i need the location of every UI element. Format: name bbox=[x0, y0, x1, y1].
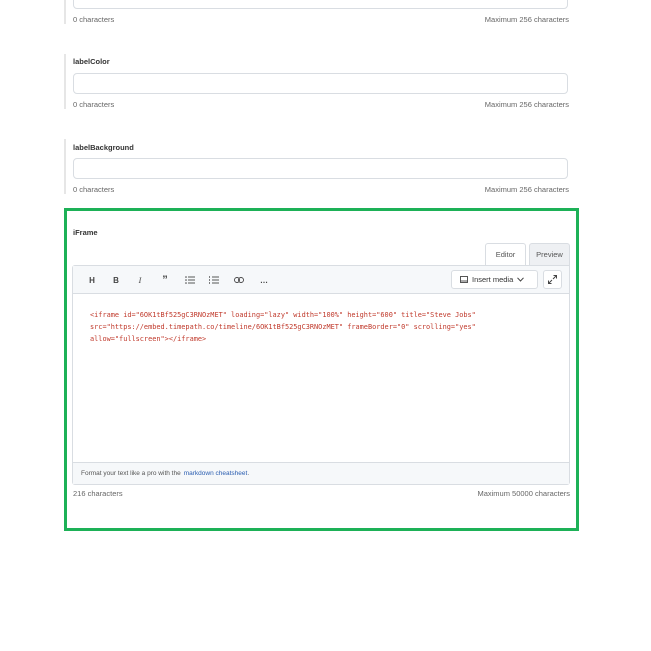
text-input-top[interactable] bbox=[73, 0, 568, 9]
bullet-list-icon[interactable] bbox=[182, 273, 198, 287]
code-line: src="https://embed.timepath.co/timeline/6OK1tBf525gC3RNOzMET" frameBorder="0" scrolling="yes" bbox=[90, 323, 476, 331]
tab-editor[interactable]: Editor bbox=[485, 243, 526, 265]
iframe-field-label: iFrame bbox=[73, 228, 98, 237]
footer-period: . bbox=[247, 470, 250, 477]
field-meta bbox=[73, 185, 569, 194]
iframe-field-meta bbox=[73, 489, 570, 498]
quote-icon[interactable]: ” bbox=[162, 274, 168, 286]
labelbackground-input[interactable] bbox=[73, 158, 568, 179]
bold-icon[interactable]: B bbox=[113, 275, 119, 285]
chevron-down-icon bbox=[517, 277, 524, 282]
italic-icon[interactable]: I bbox=[138, 275, 142, 285]
insert-media-button[interactable] bbox=[451, 270, 538, 289]
character-max: Maximum 256 characters bbox=[484, 185, 569, 194]
code-line: <iframe id="6OK1tBf525gC3RNOzMET" loading="lazy" width="100%" height="600" title="Steve Jobs" bbox=[90, 311, 476, 319]
field-labelcolor bbox=[64, 50, 576, 120]
markdown-cheatsheet-link[interactable]: markdown cheatsheet bbox=[183, 470, 248, 477]
heading-icon[interactable]: H bbox=[89, 275, 95, 285]
field-top bbox=[64, 0, 576, 30]
character-max: Maximum 256 characters bbox=[484, 100, 569, 109]
field-label: labelColor bbox=[73, 57, 110, 66]
character-max: Maximum 50000 characters bbox=[477, 489, 570, 498]
link-icon[interactable] bbox=[231, 273, 247, 287]
character-count: 216 characters bbox=[73, 489, 123, 498]
tab-preview[interactable]: Preview bbox=[529, 243, 570, 265]
field-meta bbox=[73, 100, 569, 109]
footer-text: Format your text like a pro with the bbox=[81, 470, 181, 477]
field-indicator bbox=[64, 0, 66, 24]
field-indicator bbox=[64, 54, 66, 109]
field-labelbackground bbox=[64, 135, 576, 205]
insert-media-label: Insert media bbox=[472, 275, 514, 284]
expand-icon bbox=[548, 275, 557, 284]
field-meta bbox=[73, 15, 569, 24]
field-label: labelBackground bbox=[73, 143, 134, 152]
editor-footer bbox=[73, 462, 569, 484]
character-max: Maximum 256 characters bbox=[484, 15, 569, 24]
field-indicator bbox=[64, 139, 66, 194]
character-count: 0 characters bbox=[73, 185, 115, 194]
numbered-list-icon[interactable] bbox=[206, 273, 222, 287]
character-count: 0 characters bbox=[73, 100, 115, 109]
character-count: 0 characters bbox=[73, 15, 115, 24]
image-icon bbox=[460, 276, 468, 283]
labelcolor-input[interactable] bbox=[73, 73, 568, 94]
more-icon[interactable]: … bbox=[260, 275, 268, 285]
code-line: allow="fullscreen"></iframe> bbox=[90, 335, 207, 343]
markdown-editor bbox=[72, 265, 570, 485]
expand-button[interactable] bbox=[543, 270, 562, 289]
editor-toolbar bbox=[73, 266, 569, 294]
code-content[interactable] bbox=[90, 309, 550, 345]
